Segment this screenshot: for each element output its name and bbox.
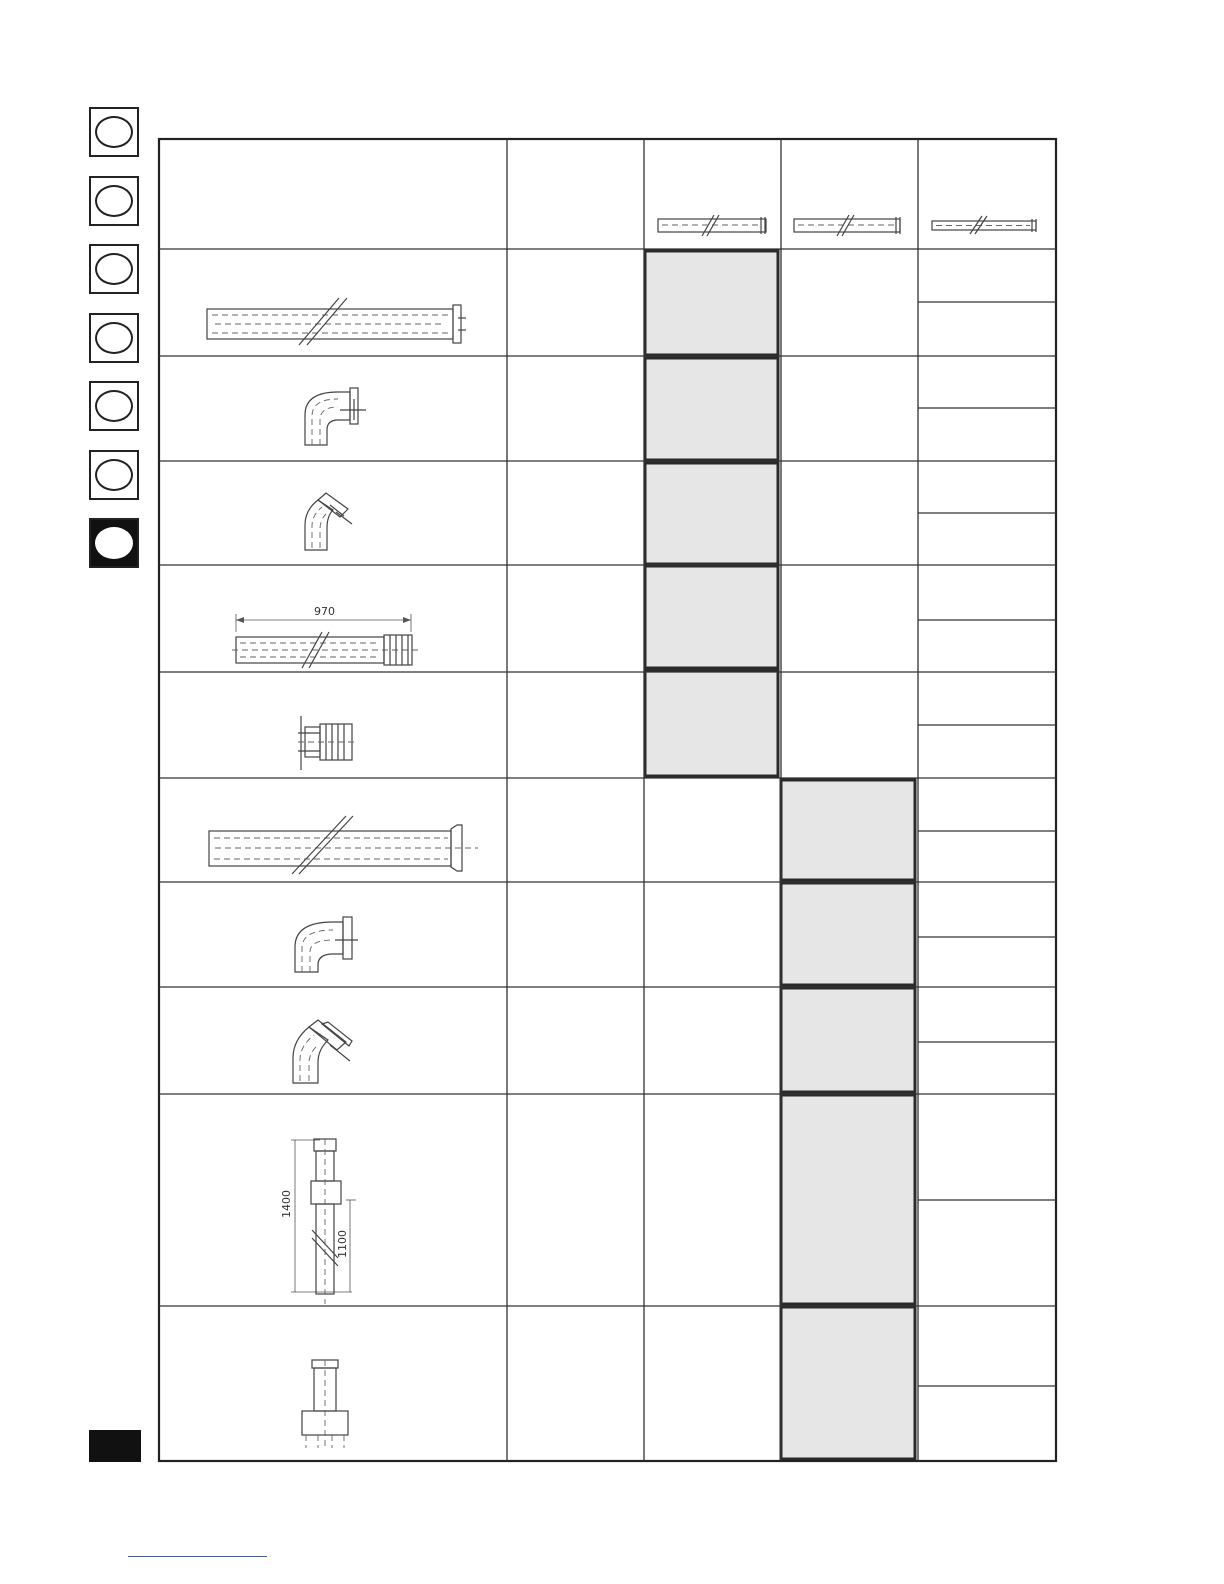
dimension-1100: 1100: [336, 1230, 349, 1258]
pipe-type-a-icon: [658, 215, 766, 236]
dimension-1400: 1400: [280, 1190, 293, 1218]
table-border: [159, 139, 1056, 1461]
pipe-type-c-icon: [932, 216, 1036, 234]
vertical-terminal-icon: [280, 1139, 356, 1304]
straight-pipe-large-icon: [209, 816, 478, 874]
elbow-90-icon: [305, 388, 366, 445]
extension-pipe-970-icon: [232, 605, 420, 668]
subrow-lines: [918, 302, 1056, 1386]
vertical-adapter-icon: [302, 1360, 348, 1448]
adapter-short-icon: [298, 716, 356, 770]
dimension-970: 970: [314, 605, 335, 618]
straight-pipe-icon: [207, 298, 466, 345]
elbow-45-large-icon: [293, 1020, 352, 1083]
pipe-type-b-icon: [794, 215, 900, 236]
highlight-cells: [645, 251, 915, 1459]
elbow-90-large-icon: [295, 917, 358, 972]
elbow-45-icon: [305, 493, 352, 550]
